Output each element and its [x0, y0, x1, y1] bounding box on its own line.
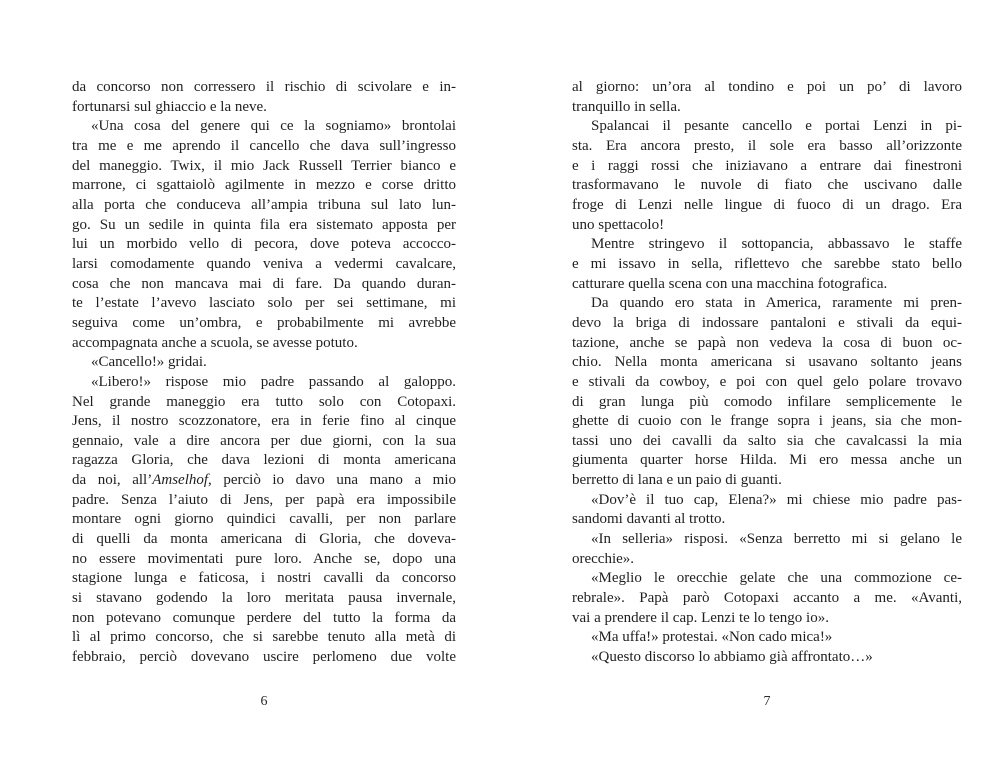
text-line: si stavano godendo la loro meritata pausa invernale, [72, 590, 456, 607]
text-line: cosa che non mancava mai di fare. Da quando duran- [72, 275, 456, 292]
text-line: tra me e me aprendo il cancello che dava sull’ingresso [72, 137, 456, 154]
text-line: seguiva come un’ombra, e probabilmente mi avrebbe [72, 314, 456, 331]
text-line: Da quando ero stata in America, raramente mi pren- [591, 295, 962, 312]
text-line: tranquillo in sella. [572, 98, 681, 115]
text-line: uno spettacolo! [572, 216, 665, 233]
page-left-text [72, 78, 456, 668]
text-line: go. Su un sedile in quinta fila era sistemato apposta per [72, 216, 456, 233]
text-line: Mentre stringevo il sottopancia, abbassavo le staffe [591, 236, 962, 253]
text-line: tassi uno dei cavalli da salto sia che cavalcassi la mia [572, 432, 962, 449]
text-line: catturare quella scena con una macchina fotografica. [572, 275, 888, 292]
text-line: del maneggio. Twix, il mio Jack Russell Terrier bianco e [72, 157, 456, 174]
text-line: fortunarsi sul ghiaccio e la neve. [72, 98, 267, 115]
text-line: giumenta quarter horse Hilda. Mi ero messa anche un [572, 452, 962, 469]
text-line: di quelli da monta americana di Gloria, che doveva- [72, 531, 456, 548]
text-line: accompagnata anche a scuola, se avesse potuto. [72, 334, 358, 351]
text-line: «Libero!» rispose mio padre passando al galoppo. [91, 373, 456, 390]
text-line: Nel grande maneggio era tutto solo con Cotopaxi. [72, 393, 456, 410]
text-line: devo la briga di indossare pantaloni e stivali da equi- [572, 314, 962, 331]
text-line: chio. Nella monta americana si usavano soltanto jeans [572, 354, 962, 371]
text-line: Jens, il nostro scozzonatore, era in ferie fino al cinque [72, 413, 456, 430]
text-line: «Cancello!» gridai. [91, 354, 207, 371]
text-line: da concorso non corressero il rischio di scivolare e in- [72, 79, 456, 95]
page-number-right: 7 [763, 694, 771, 709]
text-line: febbraio, perciò dovevano uscire perlomeno due volte [72, 649, 456, 666]
text-line: froge di Lenzi nelle lingue di fuoco di un drago. Era [572, 196, 962, 213]
text-line: montare ogni giorno quindici cavalli, per non parlare [72, 511, 456, 528]
text-line: larsi comodamente quando veniva a vedermi cavalcare, [72, 255, 456, 272]
text-line: gennaio, vale a dire ancora per due giorni, con la sua [72, 432, 456, 449]
text-line: da noi, all’Amselhof, perciò io davo una mano a mio [72, 472, 456, 489]
text-line: «Questo discorso lo abbiamo già affrontato…» [591, 649, 873, 666]
text-line: di gran lunga più comodo infilare semplicemente le [572, 393, 962, 410]
text-line: «In selleria» risposi. «Senza berretto mi si gelano le [591, 531, 962, 548]
text-line: «Ma uffa!» protestai. «Non cado mica!» [591, 629, 833, 646]
text-line: e mi issavo in sella, riflettevo che sarebbe stato bello [572, 255, 962, 272]
text-line: lì al primo concorso, che si sarebbe tenuto alla metà di [72, 629, 456, 646]
text-line: lui un morbido vello di pecora, dove poteva accocco- [72, 236, 456, 253]
text-line: tazione, anche se papà non vedeva la cosa di buon oc- [572, 334, 962, 351]
text-line: sandomi davanti al trotto. [572, 511, 726, 528]
text-line: «Una cosa del genere qui ce la sogniamo» brontolai [91, 118, 456, 135]
text-line: ghette di cuoio con le frange sopra i jeans, sia che mon- [572, 413, 962, 430]
text-line: ragazza Gloria, che dava lezioni di monta americana [72, 452, 456, 469]
text-line: vai a prendere il cap. Lenzi te lo tengo io». [572, 609, 829, 626]
text-line: orecchie». [572, 550, 635, 567]
text-line: e i raggi rossi che iniziavano a entrare dai finestroni [572, 157, 962, 174]
text-line: sta. Era ancora presto, il sole era basso all’orizzonte [572, 137, 962, 154]
text-line: «Meglio le orecchie gelate che una commozione ce- [591, 570, 962, 587]
text-line: alla porta che conduceva all’ampia tribuna sul lato lun- [72, 196, 456, 213]
text-line: berretto di lana e un paio di guanti. [572, 472, 782, 489]
text-line: trasformavano le nuvole di fiato che uscivano dalle [572, 177, 962, 194]
italic-text: Amselhof [152, 472, 209, 489]
text-line: stagione lunga e faticosa, i nostri cavalli da concorso [72, 570, 456, 587]
text-line: non potevano comunque perdere del tutto la forma da [72, 609, 456, 626]
text-line: «Dov’è il tuo cap, Elena?» mi chiese mio padre pas- [591, 491, 962, 508]
text-line: te l’estate l’avevo lasciato solo per sei settimane, mi [72, 295, 456, 312]
text-line: al giorno: un’ora al tondino e poi un po’ di lavoro [572, 79, 962, 95]
text-line: Spalancai il pesante cancello e portai Lenzi in pi- [591, 118, 962, 135]
page-right-text [572, 78, 962, 668]
text-line: rebrale». Papà parò Cotopaxi accanto a me. «Avanti, [572, 590, 962, 607]
text-line: no essere movimentati pure loro. Anche se, dopo una [72, 550, 456, 567]
text-line: padre. Senza l’aiuto di Jens, per papà era impossibile [72, 491, 456, 508]
text-line: e stivali da cowboy, e poi con quel gelo polare trovavo [572, 373, 962, 390]
page-number-left: 6 [260, 694, 268, 709]
text-line: marrone, ci sgattaiolò agilmente in mezzo e corse dritto [72, 177, 456, 194]
